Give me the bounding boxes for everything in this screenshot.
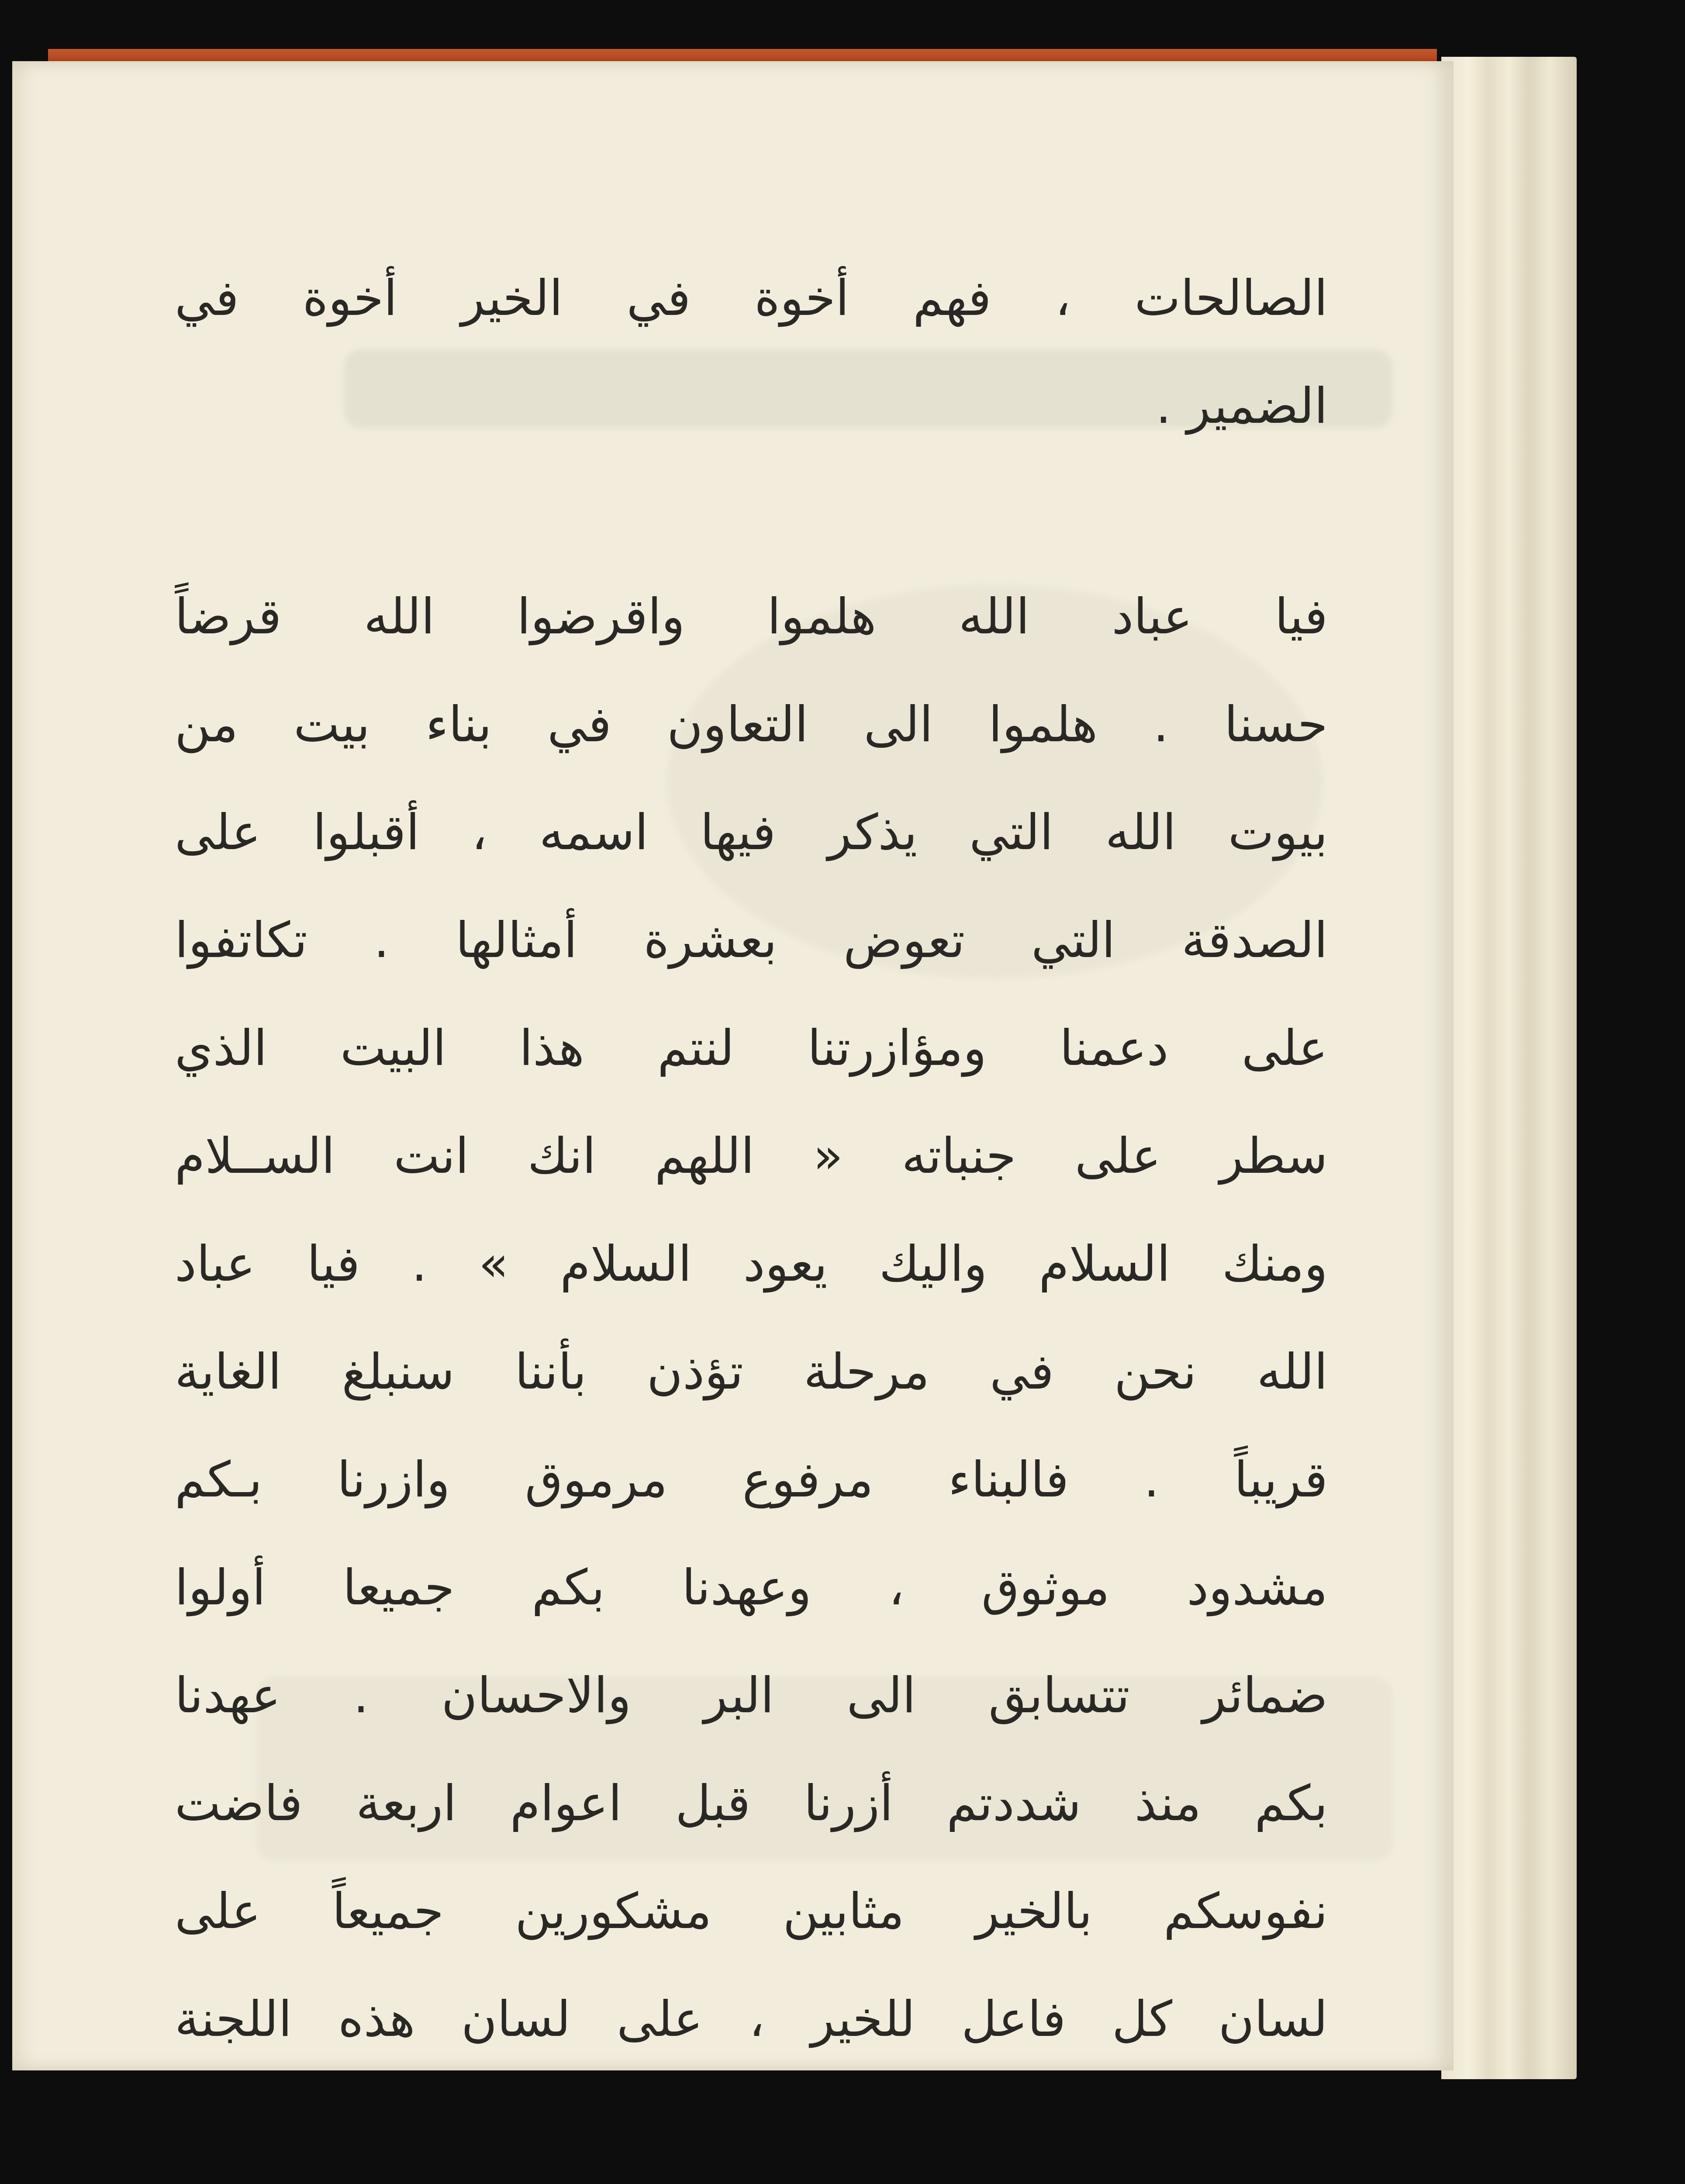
text-line: ضمائر تتسابق الى البر والاحسان . عهدنا: [175, 1667, 1328, 1724]
text-line: نفوسكم بالخير مثابين مشكورين جميعاً على: [175, 1883, 1328, 1940]
text-line: بيوت الله التي يذكر فيها اسمه ، أقبلوا على: [175, 804, 1328, 861]
text-line: الصدقة التي تعوض بعشرة أمثالها . تكاتفوا: [175, 912, 1328, 969]
paragraph-gap: [175, 460, 1328, 563]
text-line: بكم منذ شددتم أزرنا قبل اعوام اربعة فاضت: [175, 1775, 1328, 1832]
text-line: لسان كل فاعل للخير ، على لسان هذه اللجنة: [175, 1991, 1328, 2048]
text-line: قريباً . فالبناء مرفوع مرموق وازرنا بـكم: [175, 1451, 1328, 1508]
text-line: الصالحات ، فهم أخوة في الخير أخوة في: [175, 270, 1328, 327]
text-line: الضمير .: [1156, 378, 1328, 435]
text-line: حسنا . هلموا الى التعاون في بناء بيت من: [175, 696, 1328, 753]
text-line: فيا عباد الله هلموا واقرضوا الله قرضاً: [175, 588, 1328, 645]
text-line: على دعمنا ومؤازرتنا لنتم هذا البيت الذي: [175, 1020, 1328, 1077]
page-body-text: [175, 245, 1328, 2073]
text-line: مشدود موثوق ، وعهدنا بكم جميعا أولوا: [175, 1559, 1328, 1616]
text-line: ومنك السلام واليك يعود السلام » . فيا عباد: [175, 1236, 1328, 1292]
page-edges: [1441, 57, 1577, 2079]
text-line: الله نحن في مرحلة تؤذن بأننا سنبلغ الغاية: [175, 1344, 1328, 1400]
text-line: سطر على جنباته « اللهم انك انت الســلام: [175, 1128, 1328, 1185]
